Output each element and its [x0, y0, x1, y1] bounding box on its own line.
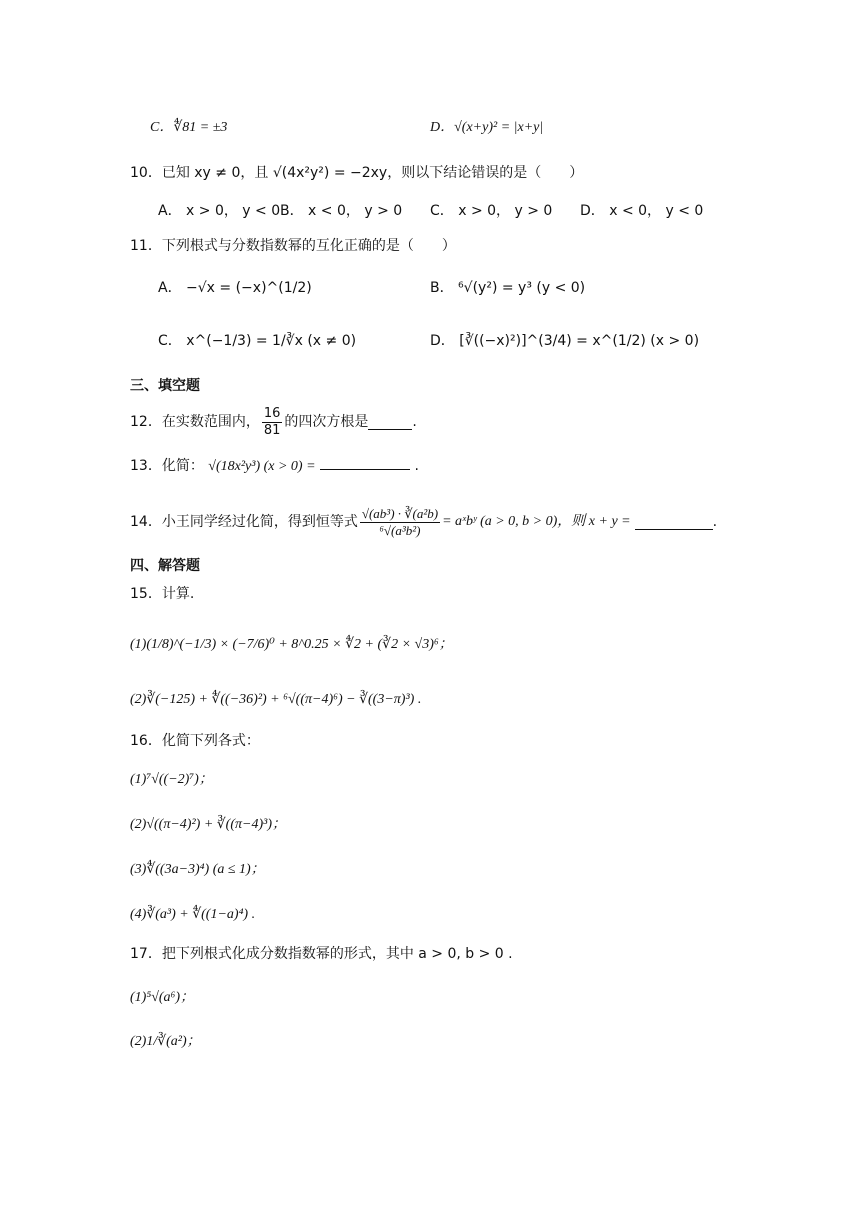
q15-part-1: (1)(1/8)^(−1/3) × (−7/6)⁰ + 8^0.25 × ∜2 + (∛2 × √3)⁶；	[130, 637, 453, 652]
q10-option-c: C． x > 0， y > 0	[430, 203, 553, 219]
q14-end: .	[712, 513, 718, 530]
q13	[130, 455, 419, 476]
q12-fraction	[262, 406, 283, 438]
section-answer-heading: 四、解答题	[130, 558, 200, 574]
q12-numerator: 16	[263, 405, 281, 421]
q12	[130, 404, 417, 440]
q15-stem: 15．计算.	[130, 586, 195, 602]
q14-fraction	[360, 506, 440, 538]
q11-option-c: C． x^(−1/3) = 1/∛x (x ≠ 0)	[158, 333, 357, 349]
q12-answer-blank[interactable]	[368, 415, 412, 430]
q16-part-1: (1)⁷√((−2)⁷)；	[130, 772, 213, 787]
q11-option-b: B． ⁶√(y²) = y³ (y < 0)	[430, 280, 586, 296]
q10-option-a: A． x > 0， y < 0	[158, 203, 281, 219]
q14-numerator: √(ab³) · ∛(a²b)	[361, 505, 439, 521]
q16-part-2: (2)√((π−4)²) + ∛((π−4)³)；	[130, 817, 286, 832]
q14-answer-blank[interactable]	[635, 515, 713, 530]
q13-end: .	[414, 458, 419, 474]
q15-part-2: (2)∛(−125) + ∜((−36)²) + ⁶√((π−4)⁶) − ∛((3−π)³) .	[130, 692, 422, 707]
q10-stem: 10．已知 xy ≠ 0，且 √(4x²y²) = −2xy，则以下结论错误的是（ ）	[130, 165, 584, 181]
q11-option-a: A． −√x = (−x)^(1/2)	[158, 280, 312, 296]
q9-option-d: D．√(x+y)² = |x+y|	[430, 120, 544, 135]
section-fill-in-heading: 三、填空题	[130, 378, 200, 394]
q13-answer-blank[interactable]	[320, 455, 410, 470]
q14-middle: = aˣbʸ (a > 0, b > 0)，则 x + y =	[442, 513, 631, 529]
q10-option-b: B． x < 0， y > 0	[280, 203, 403, 219]
q12-suffix: 的四次方根是	[284, 413, 369, 430]
q13-expression: √(18x²y³) (x > 0) =	[208, 459, 316, 474]
q16-stem: 16．化简下列各式：	[130, 733, 260, 749]
q9-option-c: C．∜81 = ±3	[150, 120, 228, 135]
q12-end: .	[412, 413, 417, 430]
q12-prefix: 12．在实数范围内，	[130, 413, 260, 430]
q14	[130, 500, 717, 544]
q16-part-4: (4)∛(a³) + ∜((1−a)⁴) .	[130, 907, 256, 922]
q14-denominator: ⁶√(a³b²)	[379, 522, 421, 538]
q14-prefix: 14．小王同学经过化简，得到恒等式	[130, 513, 358, 530]
q17-stem: 17．把下列根式化成分数指数幂的形式，其中 a > 0, b > 0 .	[130, 946, 513, 962]
q10-option-d: D． x < 0， y < 0	[580, 203, 704, 219]
q11-option-d: D． [∛((−x)²)]^(3/4) = x^(1/2) (x > 0)	[430, 333, 700, 349]
q16-part-3: (3)∜((3a−3)⁴) (a ≤ 1)；	[130, 862, 265, 877]
q12-denominator: 81	[263, 422, 281, 438]
q13-prefix: 13．化简：	[130, 458, 204, 474]
q17-part-1: (1)⁵√(a⁶)；	[130, 990, 195, 1005]
q17-part-2: (2)1/∛(a²)；	[130, 1034, 201, 1049]
q11-stem: 11．下列根式与分数指数幂的互化正确的是（ ）	[130, 238, 456, 254]
